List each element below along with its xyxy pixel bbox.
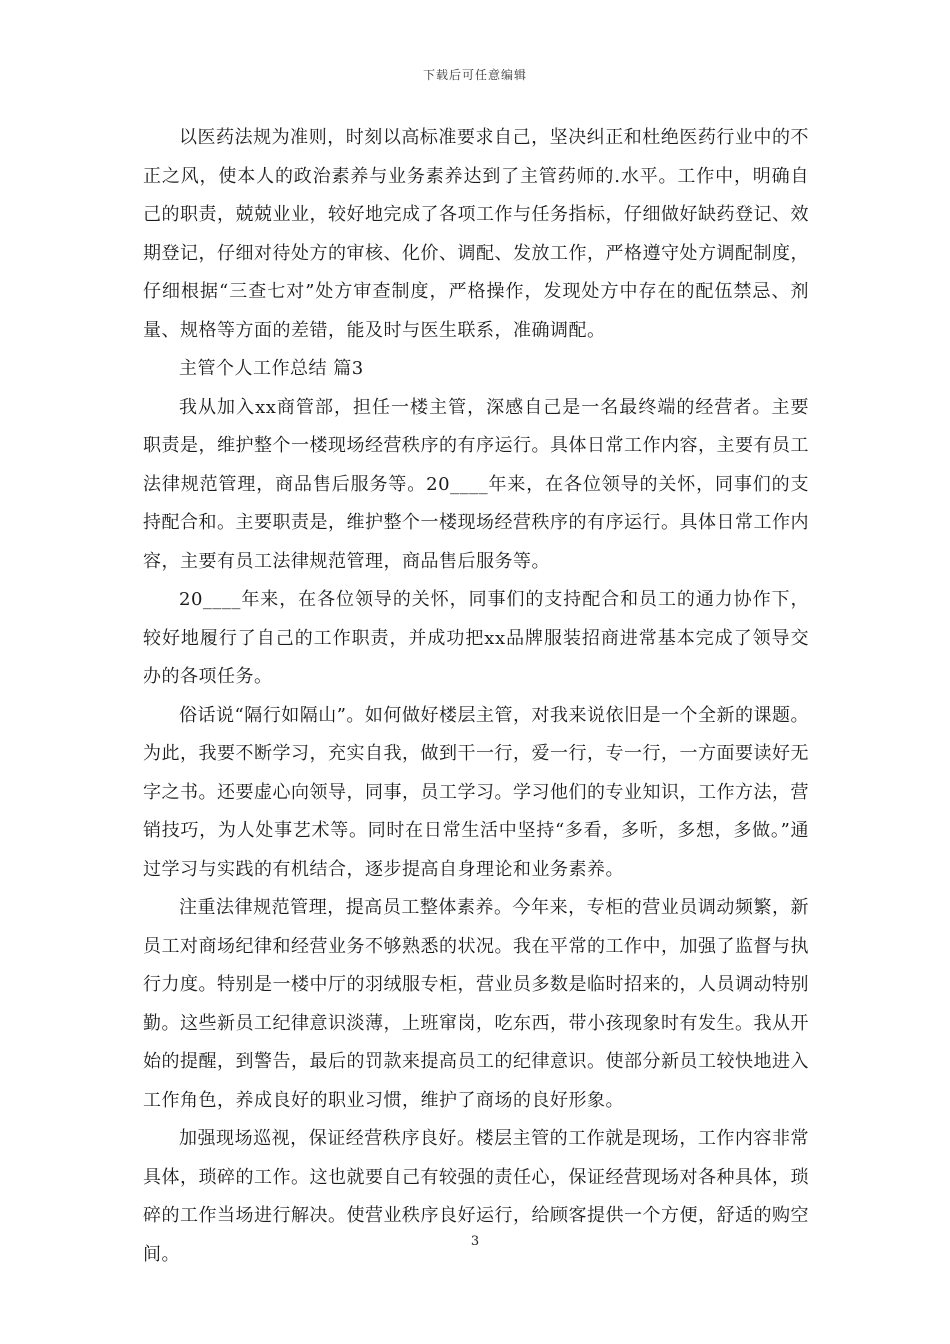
paragraph-pharmacist-duties: 以医药法规为准则，时刻以高标准要求自己，坚决纠正和杜绝医药行业中的不正之风，使本人的政治素养与业务素养达到了主管药师的.水平。工作中，明确自己的职责，兢兢业业，较好地完成了各项工作与任务指标，仔细做好缺药登记、效期登记，仔细对待处方的审核、化价、调配、发放工作，严格遵守处方调配制度，仔细根据“三查七对”处方审查制度，严格操作，发现处方中存在的配伍禁忌、剂量、规格等方面的差错，能及时与医生联系，准确调配。 [143, 127, 809, 341]
page-header: 下载后可任意编辑 [422, 68, 527, 82]
page-number: 3 [470, 1234, 480, 1249]
paragraph-discipline: 注重法律规范管理，提高员工整体素养。今年来，专柜的营业员调动频繁，新员工对商场纪律和经营业务不够熟悉的状况。我在平常的工作中，加强了监督与执行力度。特别是一楼中厅的羽绒服专柜，营业员多数是临时招来的，人员调动特别勤。这些新员工纪律意识淡薄，上班窜岗，吃东西，带小孩现象时有发生。我从开始的提醒，到警告，最后的罚款来提高员工的纪律意识。使部分新员工较快地进入工作角色，养成良好的职业习惯，维护了商场的良好形象。 [143, 897, 809, 1111]
section-heading: 主管个人工作总结 篇3 [179, 358, 364, 379]
paragraph-join-department: 我从加入xx商管部，担任一楼主管，深感自己是一名最终端的经营者。主要职责是，维护整个一楼现场经营秩序的有序运行。具体日常工作内容，主要有员工法律规范管理，商品售后服务等。20____年来，在各位领导的关怀，同事们的支持配合和。主要职责是，维护整个一楼现场经营秩序的有序运行。具体日常工作内容，主要有员工法律规范管理，商品售后服务等。 [143, 396, 809, 572]
paragraph-performance: 20____年来，在各位领导的关怀，同事们的支持配合和员工的通力协作下，较好地履行了自己的工作职责，并成功把xx品牌服装招商进常基本完成了领导交办的各项任务。 [143, 589, 809, 687]
paragraph-learning: 俗话说“隔行如隔山”。如何做好楼层主管，对我来说依旧是一个全新的课题。为此，我要不断学习，充实自我，做到干一行，爱一行，专一行，一方面要读好无字之书。还要虚心向领导，同事，员工学习。学习他们的专业知识，工作方法，营销技巧，为人处事艺术等。同时在日常生活中坚持“多看，多听，多想，多做。”通过学习与实践的有机结合，逐步提高自身理论和业务素养。 [143, 704, 809, 880]
paragraph-site-inspection: 加强现场巡视，保证经营秩序良好。楼层主管的工作就是现场，工作内容非常具体，琐碎的工作。这也就要自己有较强的责任心，保证经营现场对各种具体，琐碎的工作当场进行解决。使营业秩序良好运行，给顾客提供一个方便，舒适的购空间。 [143, 1128, 809, 1265]
document-body [143, 119, 809, 1274]
